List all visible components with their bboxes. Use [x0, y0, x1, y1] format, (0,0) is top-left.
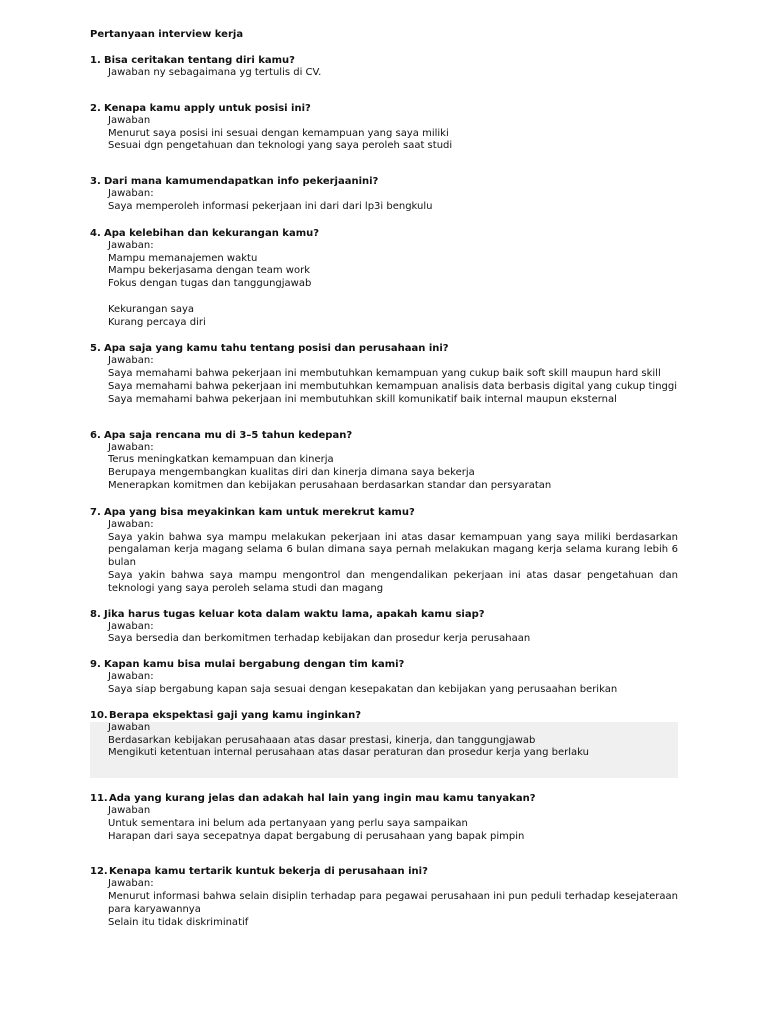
answer-11	[90, 805, 678, 843]
answer-7	[90, 519, 678, 596]
answer-line: Jawaban ny sebagaimana yg tertulis di CV.	[108, 67, 322, 78]
qa-item-6	[90, 429, 678, 493]
question-8: 8. Jika harus tugas keluar kota dalam waktu lama, apakah kamu siap?	[90, 608, 485, 620]
answer-line: Jawaban:	[108, 355, 154, 367]
answer-5	[90, 355, 678, 406]
question-9: 9. Kapan kamu bisa mulai bergabung dengan tim kami?	[90, 659, 405, 671]
answer-line: Jawaban:	[108, 239, 154, 251]
qa-item-12	[90, 865, 678, 929]
question-4: 4. Apa kelebihan dan kekurangan kamu?	[90, 227, 320, 239]
question-7: 7. Apa yang bisa meyakinkan kam untuk merekrut kamu?	[90, 506, 415, 518]
answer-2	[90, 115, 678, 153]
answer-line: Saya memahami bahwa pekerjaan ini membutuhkan skill komunikatif baik internal maupun eksternal	[108, 393, 617, 405]
answer-line: Mengikuti ketentuan internal perusahaan atas dasar peraturan dan prosedur kerja yang berlaku	[108, 747, 589, 759]
question-3: 3. Dari mana kamumendapatkan info pekerjaanini?	[90, 176, 379, 188]
answer-line: Jawaban:	[108, 620, 154, 632]
answer-line: Berdasarkan kebijakan perusahaaan atas dasar prestasi, kinerja, dan tanggungjawab	[108, 734, 536, 746]
document-title: Pertanyaan interview kerja	[90, 29, 244, 40]
answer-line: Kekurangan saya	[108, 303, 194, 315]
answer-line: Fokus dengan tugas dan tanggungjawab	[108, 278, 312, 290]
qa-item-4	[90, 227, 678, 330]
answer-3	[90, 188, 678, 214]
question-11: 11.Ada yang kurang jelas dan adakah hal lain yang ingin mau kamu tanyakan?	[90, 793, 536, 805]
answer-line: Harapan dari saya secepatnya dapat bergabung di perusahaan yang bapak pimpin	[108, 830, 525, 842]
answer-line: Menurut informasi bahwa selain disiplin terhadap para pegawai perusahaan ini pun peduli terhadap kesejateraan para karyawannya	[108, 891, 678, 916]
question-10: 10.Berapa ekspektasi gaji yang kamu inginkan?	[90, 709, 362, 721]
answer-line: Jawaban:	[108, 441, 154, 453]
qa-item-11	[90, 792, 678, 843]
answer-line: Jawaban:	[108, 671, 154, 683]
answer-6	[90, 442, 678, 493]
qa-item-10	[90, 709, 678, 778]
answer-line: Terus meningkatkan kemampuan dan kinerja	[108, 454, 334, 466]
answer-line: Jawaban	[108, 721, 151, 733]
answer-line: Saya memperoleh informasi pekerjaan ini dari dari lp3i bengkulu	[108, 200, 433, 212]
question-1: 1. Bisa ceritakan tentang diri kamu?	[90, 55, 295, 66]
qa-item-7	[90, 506, 678, 596]
blank-line	[108, 291, 678, 304]
answer-line: Berupaya mengembangkan kualitas diri dan kinerja dimana saya bekerja	[108, 467, 475, 479]
answer-line: Jawaban:	[108, 188, 154, 200]
question-2: 2. Kenapa kamu apply untuk posisi ini?	[90, 102, 311, 114]
answer-line: Menerapkan komitmen dan kebijakan perusahaan berdasarkan standar dan persyaratan	[108, 479, 552, 491]
answer-line: Saya memahami bahwa pekerjaan ini membutuhkan kemampuan analisis data berbasis digital yang cukup tinggi	[108, 380, 678, 392]
question-5: 5. Apa saja yang kamu tahu tentang posisi dan perusahaan ini?	[90, 343, 449, 355]
answer-8	[90, 621, 678, 647]
answer-line: Jawaban	[108, 114, 151, 126]
qa-item-1	[90, 54, 678, 80]
answer-line: Saya memahami bahwa pekerjaan ini membutuhkan kemampuan yang cukup baik soft skill maupun hard skill	[108, 368, 661, 380]
answer-4	[90, 240, 678, 330]
question-6: 6. Apa saja rencana mu di 3–5 tahun kedepan?	[90, 429, 353, 441]
answer-10	[90, 722, 678, 778]
qa-item-5	[90, 342, 678, 406]
qa-item-3	[90, 175, 678, 214]
answer-line: Saya bersedia dan berkomitmen terhadap kebijakan dan prosedur kerja perusahaan	[108, 633, 531, 645]
answer-9	[90, 671, 678, 697]
question-12: 12.Kenapa kamu tertarik kuntuk bekerja di perusahaan ini?	[90, 866, 428, 878]
qa-item-9	[90, 658, 678, 697]
answer-12	[90, 878, 678, 929]
answer-line: Jawaban:	[108, 518, 154, 530]
answer-line: Jawaban:	[108, 878, 154, 890]
answer-line: Selain itu tidak diskriminatif	[108, 916, 249, 928]
answer-line: Menurut saya posisi ini sesuai dengan kemampuan yang saya miliki	[108, 127, 449, 139]
answer-line: Saya siap bergabung kapan saja sesuai dengan kesepakatan dan kebijakan yang perusaahan berikan	[108, 683, 618, 695]
answer-line: Untuk sementara ini belum ada pertanyaan yang perlu saya sampaikan	[108, 817, 468, 829]
answer-line: Mampu memanajemen waktu	[108, 252, 258, 264]
qa-item-2	[90, 102, 678, 153]
answer-line: Sesuai dgn pengetahuan dan teknologi yang saya peroleh saat studi	[108, 140, 453, 152]
answer-line: Jawaban	[108, 805, 151, 817]
qa-item-8	[90, 608, 678, 647]
answer-line: Mampu bekerjasama dengan team work	[108, 265, 311, 277]
answer-line: Saya yakin bahwa saya mampu mengontrol dan mengendalikan pekerjaan ini atas dasar pengetahuan dan teknologi yang saya peroleh selama studi dan magang	[108, 569, 678, 594]
document-page	[90, 28, 678, 930]
answer-line: Kurang percaya diri	[108, 316, 206, 328]
answer-1	[90, 67, 678, 80]
answer-line: Saya yakin bahwa sya mampu melakukan pekerjaan ini atas dasar kemampuan yang saya miliki berdasarkan pengalaman kerja magang selama 6 bulan dimana saya pernah melakukan magang kerja selama kurang lebih 6 bulan	[108, 531, 678, 569]
